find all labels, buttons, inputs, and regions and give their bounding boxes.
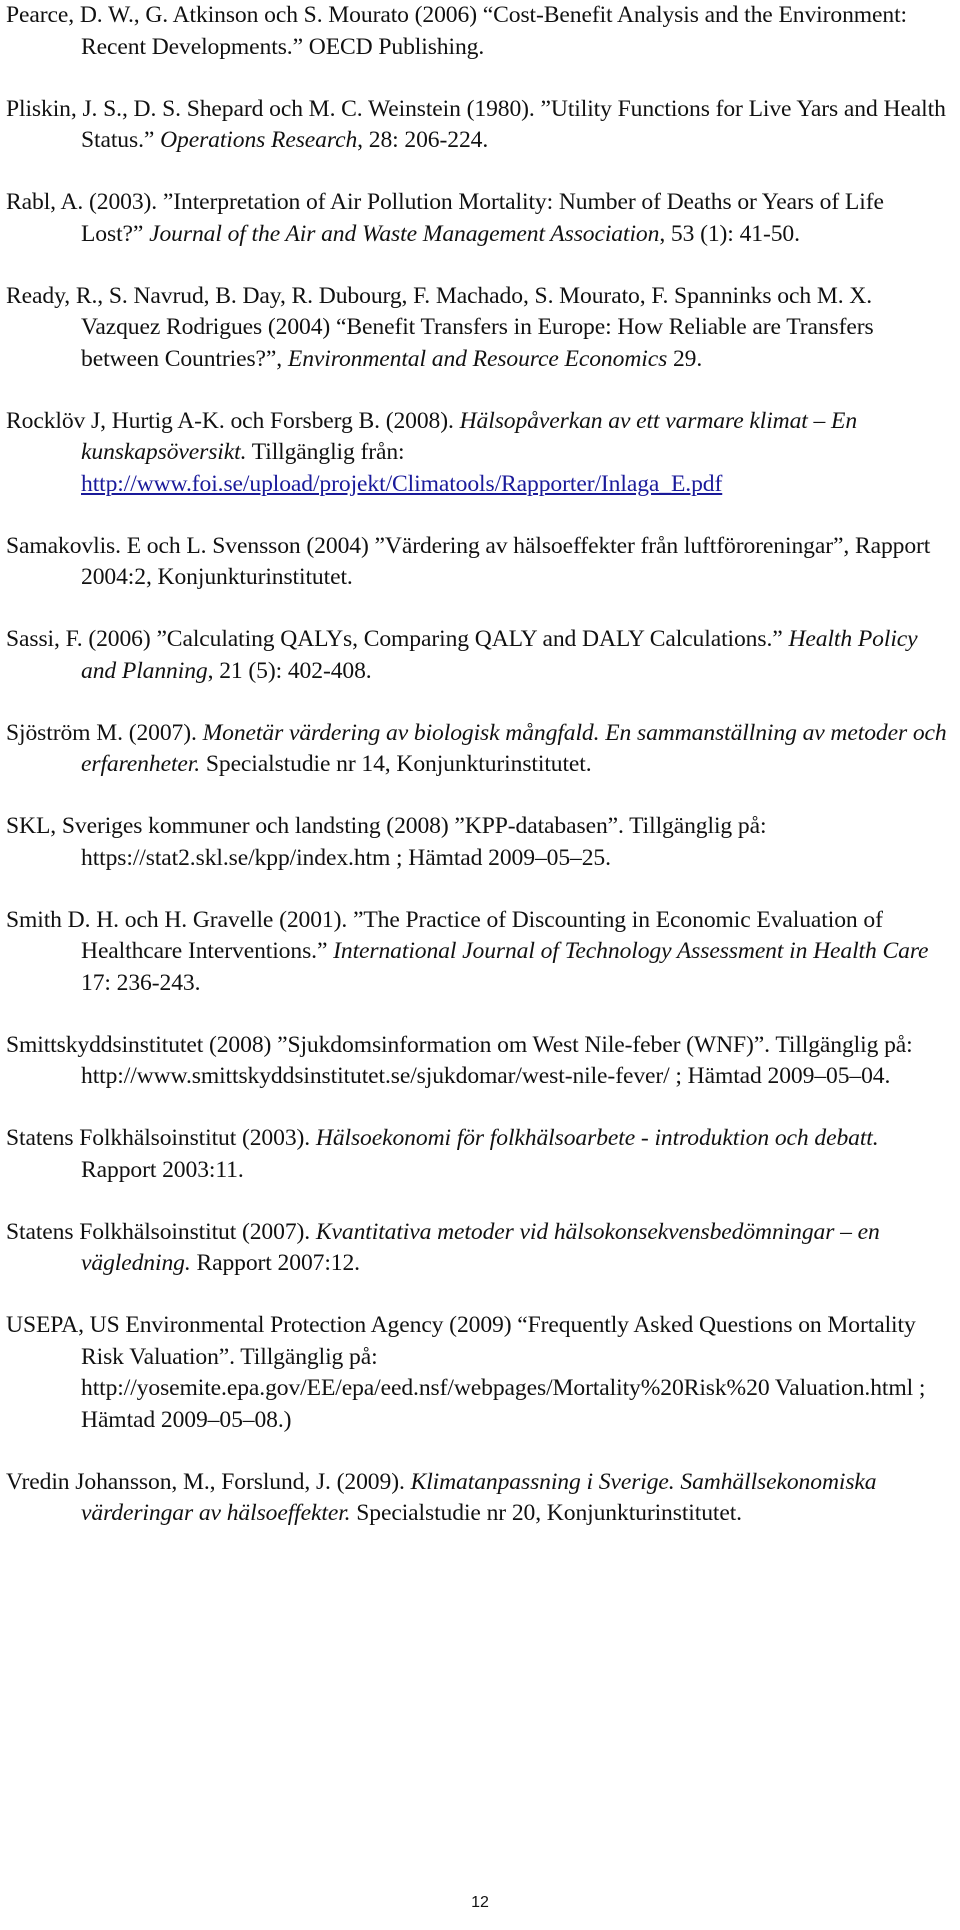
ref-text: Sjöström M. (2007).	[6, 719, 203, 746]
ref-text: Rocklöv J, Hurtig A-K. och Forsberg B. (2008).	[6, 407, 460, 434]
ref-text: , 53 (1): 41-50.	[659, 220, 800, 247]
reference-entry-fhi2003	[6, 1123, 950, 1186]
ref-text: Pliskin, J. S., D. S. Shepard och M. C. Weinstein (1980). ”Utility Functions for Live Yars and Health Status.”	[6, 95, 952, 153]
reference-entry-vredin	[6, 1467, 950, 1530]
reference-entry-sassi	[6, 624, 950, 687]
reference-link[interactable]: http://www.foi.se/upload/projekt/Climatools/Rapporter/Inlaga_E.pdf	[81, 470, 723, 497]
ref-text: Ready, R., S. Navrud, B. Day, R. Dubourg, F. Machado, S. Mourato, F. Spanninks och M. X. Vazquez Rodrigues (2004) “Benefit Transfers in Europe: How Reliable are Transfers between Countries?”,	[6, 282, 880, 372]
reference-entry-smith	[6, 905, 950, 1000]
reference-entry-rabl	[6, 187, 950, 250]
reference-entry-usepa	[6, 1310, 950, 1436]
ref-text: Specialstudie nr 20, Konjunkturinstitutet.	[350, 1500, 742, 1526]
ref-text: 29.	[667, 345, 703, 372]
journal-title: International Journal of Technology Assessment in Health Care	[333, 938, 929, 964]
reference-entry-skl	[6, 811, 950, 874]
ref-text: Specialstudie nr 14, Konjunkturinstitutet.	[200, 751, 592, 777]
ref-text: , 28: 206-224.	[357, 127, 489, 153]
publication-title: Klimatanpassning i Sverige. Samhällsekonomiska värderingar av hälsoeffekter.	[81, 1468, 883, 1526]
reference-entry-samakovlis	[6, 531, 950, 594]
ref-text: Pearce, D. W., G. Atkinson och S. Mourato (2006) “Cost-Benefit Analysis and the Environment: Recent Developments.” OECD Publishing.	[6, 2, 913, 60]
publication-title: Kvantitativa metoder vid hälsokonsekvensbedömningar – en vägledning.	[81, 1218, 886, 1276]
publication-title: Hälsopåverkan av ett varmare klimat – En kunskapsöversikt.	[81, 407, 863, 465]
ref-text: SKL, Sveriges kommuner och landsting (2008) ”KPP-databasen”. Tillgänglig på: https://stat2.skl.se/kpp/index.htm ; Hämtad 2009–05–25.	[6, 813, 773, 871]
ref-text: 17: 236-243.	[81, 938, 935, 996]
ref-text: Samakovlis. E och L. Svensson (2004) ”Värdering av hälsoeffekter från luftföroreningar”, Rapport 2004:2, Konjunkturinstitutet.	[6, 532, 937, 590]
publication-title: Hälsoekonomi för folkhälsoarbete - introduktion och debatt.	[315, 1125, 879, 1151]
reference-entry-smittskydd	[6, 1030, 950, 1093]
ref-text: Tillgänglig från:	[246, 439, 411, 465]
reference-entry-fhi2007	[6, 1217, 950, 1280]
reference-entry-pliskin	[6, 94, 950, 157]
publication-title: Monetär värdering av biologisk mångfald. En sammanställning av metoder och erfarenheter.	[81, 719, 953, 777]
ref-text: Rabl, A. (2003). ”Interpretation of Air Pollution Mortality: Number of Deaths or Years of Life Lost?”	[6, 189, 890, 247]
ref-text: , 21 (5): 402-408.	[207, 657, 372, 684]
journal-title: Journal of the Air and Waste Management Association	[149, 220, 660, 247]
reference-entry-rocklov	[6, 406, 950, 501]
reference-entry-sjostrom	[6, 718, 953, 781]
ref-text: Smith D. H. och H. Gravelle (2001). ”The Practice of Discounting in Economic Evaluation of Healthcare Interventions.”	[6, 906, 889, 964]
ref-text: Rapport 2007:12.	[190, 1250, 360, 1276]
journal-title: Operations Research	[160, 127, 358, 153]
ref-text: Statens Folkhälsoinstitut (2003).	[6, 1125, 316, 1151]
ref-text: Rapport 2003:11.	[81, 1125, 885, 1183]
ref-text: Sassi, F. (2006) ”Calculating QALYs, Comparing QALY and DALY Calculations.”	[6, 626, 789, 652]
ref-text: Smittskyddsinstitutet (2008) ”Sjukdomsinformation om West Nile-feber (WNF)”. Tillgänglig på: http://www.smittskyddsinstitutet.se/sjukdomar/west-nile-fever/ ; Hämtad 2009–05–04.	[6, 1031, 919, 1089]
ref-text: Vredin Johansson, M., Forslund, J. (2009).	[6, 1468, 411, 1495]
ref-text: USEPA, US Environmental Protection Agency (2009) “Frequently Asked Questions on Mortality Risk Valuation”. Tillgänglig på: http://yosemite.epa.gov/EE/epa/eed.nsf/webpages/Mortality%20Risk%20 Valuation.html ; Hämtad 2009–05–08.)	[6, 1312, 932, 1433]
journal-title: Environmental and Resource Economics	[287, 345, 668, 372]
reference-list	[6, 0, 953, 1560]
page-number: 12	[471, 1894, 489, 1911]
reference-entry-pearce	[6, 0, 950, 63]
ref-text: Statens Folkhälsoinstitut (2007).	[6, 1218, 316, 1245]
journal-title: Health Policy and Planning	[81, 626, 924, 684]
reference-entry-ready	[6, 281, 950, 376]
